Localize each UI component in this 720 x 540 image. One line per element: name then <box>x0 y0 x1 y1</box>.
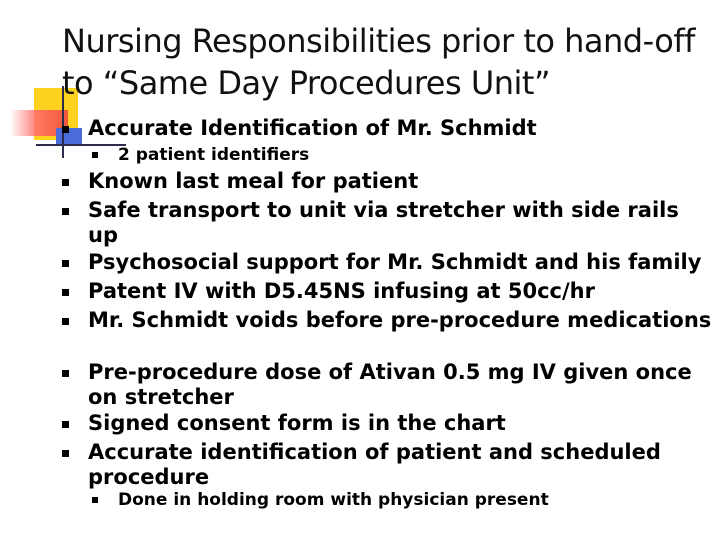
bullet-square-icon <box>62 421 69 428</box>
bullet-item: Known last meal for patient <box>88 169 419 193</box>
bullet-item: Safe transport to unit via stretcher with side rails up <box>88 198 679 247</box>
bullet-item: Psychosocial support for Mr. Schmidt and his family <box>88 250 702 274</box>
bullet-square-icon <box>62 318 69 325</box>
bullet-item: Patent IV with D5.45NS infusing at 50cc/hr <box>88 279 595 303</box>
bullet-square-icon <box>62 289 69 296</box>
sub-bullet-item: Done in holding room with physician present <box>118 490 549 510</box>
bullet-item: Pre-procedure dose of Ativan 0.5 mg IV given once on stretcher <box>88 360 692 409</box>
sub-bullet-item: 2 patient identifiers <box>118 145 310 165</box>
bullet-square-icon <box>62 260 69 267</box>
bullet-square-icon <box>62 179 69 186</box>
bullet-square-icon <box>62 450 69 457</box>
bullet-square-icon <box>92 152 98 158</box>
slide-title: Nursing Responsibilities prior to hand-off to “Same Day Procedures Unit” <box>62 22 695 102</box>
bullet-square-icon <box>92 497 98 503</box>
bullet-item: Mr. Schmidt voids before pre-procedure medications <box>88 308 712 332</box>
bullet-square-icon <box>62 126 69 133</box>
bullet-item: Accurate Identification of Mr. Schmidt <box>88 116 537 140</box>
bullet-square-icon <box>62 208 69 215</box>
bullet-item: Signed consent form is in the chart <box>88 411 506 435</box>
bullet-item: Accurate identification of patient and scheduled procedure <box>88 440 661 489</box>
bullet-square-icon <box>62 370 69 377</box>
